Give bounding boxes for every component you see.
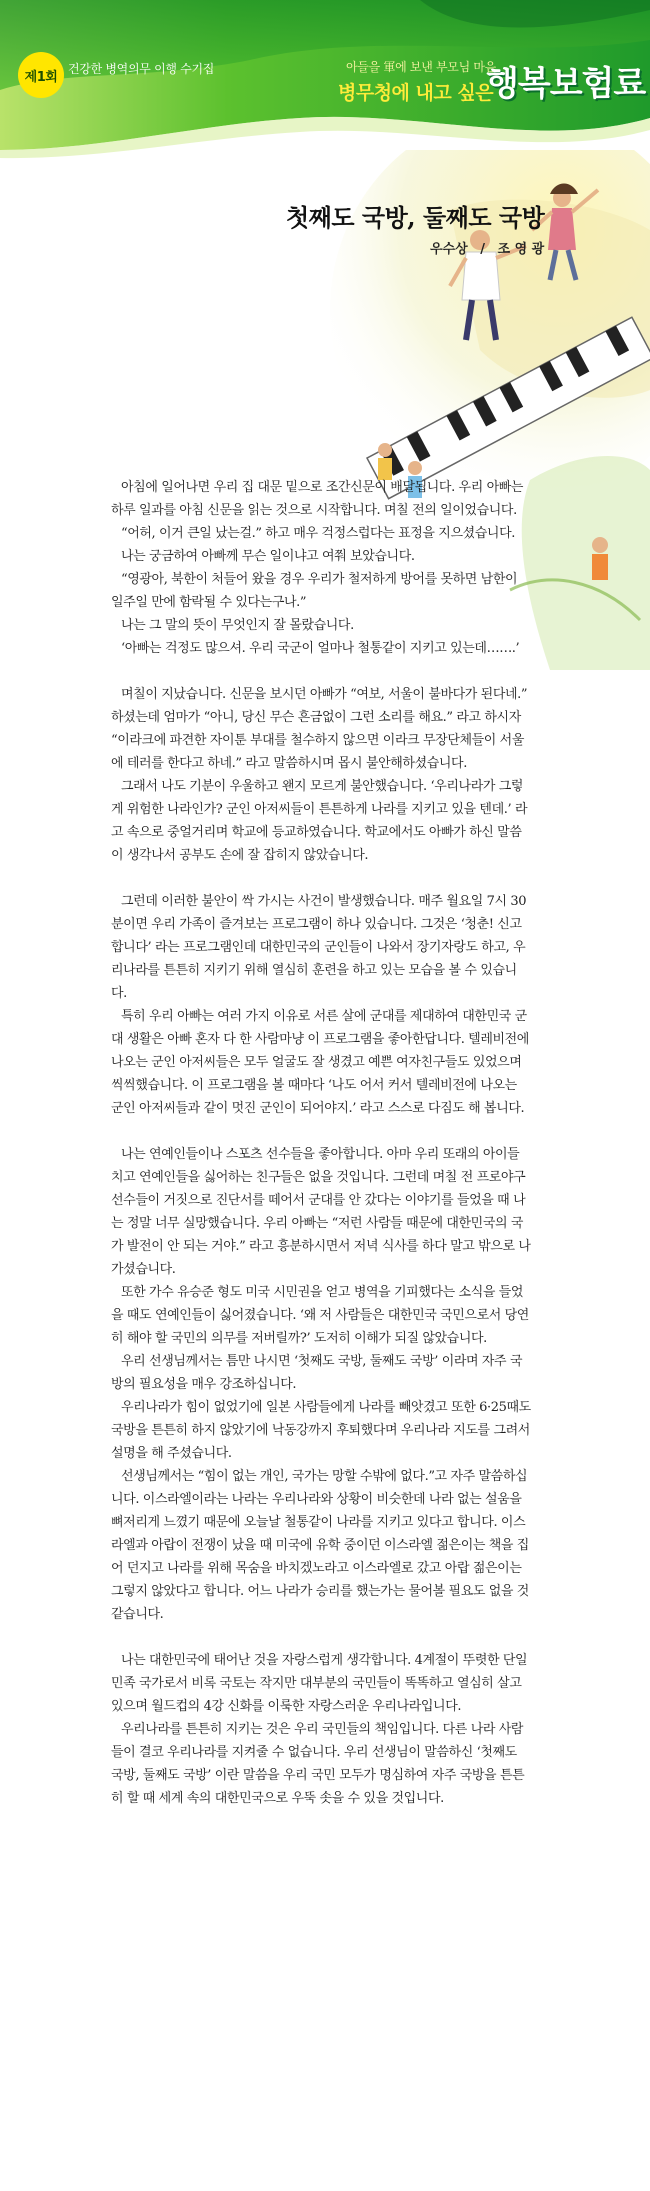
article-paragraph: ‘아빠는 걱정도 많으셔. 우리 국군이 얼마나 철통같이 지키고 있는데…….’	[121, 641, 520, 656]
byline	[430, 238, 552, 257]
article-paragraph: 그래서 나도 기분이 우울하고 왠지 모르게 불안했습니다. ‘우리나라가 그렇게 위험한 나라인가? 군인 아저씨들이 튼튼하게 나라를 지키고 있을 텐데.’ 라고 속으로 중얼거리며 학교에 등교하였습니다. 학교에서도 아빠가 하신 말씀이 생각나서 공부도 손에 잘 잡히지 않았습니다.	[111, 779, 528, 863]
paragraph-gap	[111, 867, 531, 890]
article-paragraph: 선생님께서는 “힘이 없는 개인, 국가는 망할 수밖에 없다.”고 자주 말씀하십니다. 이스라엘이라는 나라는 우리나라와 상황이 비슷한데 나라 없는 설움을 뼈저리게 느꼈기 때문에 오늘날 철통같이 나라를 지키고 있다고 합니다. 이스라엘과 아랍이 전쟁이 났을 때 미국에 유학 중이던 이스라엘 젊은이는 책을 집어 던지고 나라를 위해 목숨을 바치겠노라고 이스라엘로 갔고 아랍 젊은이는 그렇지 않았다고 합니다. 어느 나라가 승리를 했는가는 물어볼 필요도 없을 것 같습니다.	[111, 1469, 529, 1622]
paragraph-gap	[111, 1626, 531, 1649]
article-paragraph: 아침에 일어나면 우리 집 대문 밑으로 조간신문이 배달됩니다. 우리 아빠는 하루 일과를 아침 신문을 읽는 것으로 시작합니다. 며칠 전의 일이었습니다.	[111, 480, 524, 518]
article-paragraph: 우리나라가 힘이 없었기에 일본 사람들에게 나라를 빼앗겼고 또한 6·25때도 국방을 튼튼히 하지 않았기에 낙동강까지 후퇴했다며 우리나라 지도를 그려서 설명을 해 주셨습니다.	[111, 1400, 531, 1461]
article-body	[111, 476, 531, 1810]
issue-badge-label: 제1회	[24, 69, 58, 85]
header-subtitle: 병무청에 내고 싶은	[338, 82, 494, 104]
series-label: 건강한 병역의무 이행 수기집	[68, 62, 215, 76]
author-name: 조 영 광	[497, 242, 545, 257]
header-logo-title: 행복보험료	[486, 64, 646, 104]
author-award: 우수상	[430, 242, 468, 257]
article-paragraph: “어허, 이거 큰일 났는걸.” 하고 매우 걱정스럽다는 표정을 지으셨습니다.	[121, 526, 515, 541]
article-paragraph: 나는 대한민국에 태어난 것을 자랑스럽게 생각합니다. 4계절이 뚜렷한 단일민족 국가로서 비록 국토는 작지만 대부분의 국민들이 똑똑하고 열심히 살고 있으며 월드컵의 4강 신화를 이룩한 자랑스러운 우리나라입니다.	[111, 1653, 528, 1714]
paragraph-gap	[111, 660, 531, 683]
article-paragraph: 나는 그 말의 뜻이 무엇인지 잘 몰랐습니다.	[121, 618, 354, 633]
article-paragraph: 또한 가수 유승준 형도 미국 시민권을 얻고 병역을 기피했다는 소식을 들었을 때도 연예인들이 싫어졌습니다. ‘왜 저 사람들은 대한민국 국민으로서 당연히 해야 할 국민의 의무를 저버릴까?’ 도저히 이해가 되질 않았습니다.	[111, 1285, 529, 1346]
article-paragraph: 나는 연예인들이나 스포츠 선수들을 좋아합니다. 아마 우리 또래의 아이들 치고 연예인들을 싫어하는 친구들은 없을 것입니다. 그런데 며칠 전 프로야구 선수들이 거짓으로 진단서를 떼어서 군대를 안 갔다는 이야기를 들었을 때 나는 정말 너무 실망했습니다. 우리 아빠는 “저런 사람들 때문에 대한민국의 국가 발전이 안 되는 거야.” 라고 흥분하시면서 저녁 식사를 하다 말고 밖으로 나가셨습니다.	[111, 1147, 531, 1277]
header-tagline: 아들을 軍에 보낸 부모님 마음	[346, 60, 496, 74]
article-paragraph: 며칠이 지났습니다. 신문을 보시던 아빠가 “여보, 서울이 불바다가 된다네.” 하셨는데 엄마가 “아니, 당신 무슨 흔금없이 그런 소리를 해요.” 라고 하시자 “이라크에 파견한 자이툰 부대를 철수하지 않으면 이라크 무장단체들이 서울에 테러를 한다고 하네.” 라고 말씀하시며 몹시 불안해하셨습니다.	[111, 687, 528, 771]
article-paragraph: “영광아, 북한이 처들어 왔을 경우 우리가 철저하게 방어를 못하면 남한이 일주일 만에 함락될 수 있다는구나.”	[111, 572, 518, 610]
article-paragraph: 특히 우리 아빠는 여러 가지 이유로 서른 살에 군대를 제대하여 대한민국 군대 생활은 아빠 혼자 다 한 사람마냥 이 프로그램을 좋아한답니다. 텔레비전에 나오는 군인 아저씨들은 모두 얼굴도 잘 생겼고 예쁜 여자친구들도 있었으며 씩씩했습니다. 이 프로그램을 볼 때마다 ‘나도 어서 커서 텔레비전에 나오는 군인 아저씨들과 같이 멋진 군인이 되어야지.’ 라고 스스로 다짐도 해 봅니다.	[111, 1009, 529, 1116]
issue-badge	[18, 52, 64, 98]
paragraph-gap	[111, 1120, 531, 1143]
page-header	[0, 0, 650, 160]
article-paragraph: 우리 선생님께서는 틈만 나시면 ‘첫째도 국방, 둘째도 국방’ 이라며 자주 국방의 필요성을 매우 강조하십니다.	[111, 1354, 523, 1392]
article-paragraph: 나는 궁금하여 아빠께 무슨 일이냐고 여쭤 보았습니다.	[121, 549, 415, 564]
article-paragraph: 우리나라를 튼튼히 지키는 것은 우리 국민들의 책임입니다. 다른 나라 사람들이 결코 우리나라를 지켜줄 수 없습니다. 우리 선생님이 말씀하신 ‘첫째도 국방, 둘째도 국방’ 이란 말씀을 우리 국민 모두가 명심하여 자주 국방을 튼튼히 할 때 세계 속의 대한민국으로 우뚝 솟을 수 있을 것입니다.	[111, 1722, 525, 1806]
byline-separator: /	[480, 242, 485, 257]
article-title: 첫째도 국방, 둘째도 국방	[286, 203, 545, 232]
article-paragraph: 그런데 이러한 불안이 싹 가시는 사건이 발생했습니다. 매주 월요일 7시 30분이면 우리 가족이 즐겨보는 프로그램이 하나 있습니다. 그것은 ‘청춘! 신고합니다’ 라는 프로그램인데 대한민국의 군인들이 나와서 장기자랑도 하고, 우리나라를 튼튼히 지키기 위해 열심히 훈련을 하고 있는 모습을 볼 수 있습니다.	[111, 894, 527, 1001]
